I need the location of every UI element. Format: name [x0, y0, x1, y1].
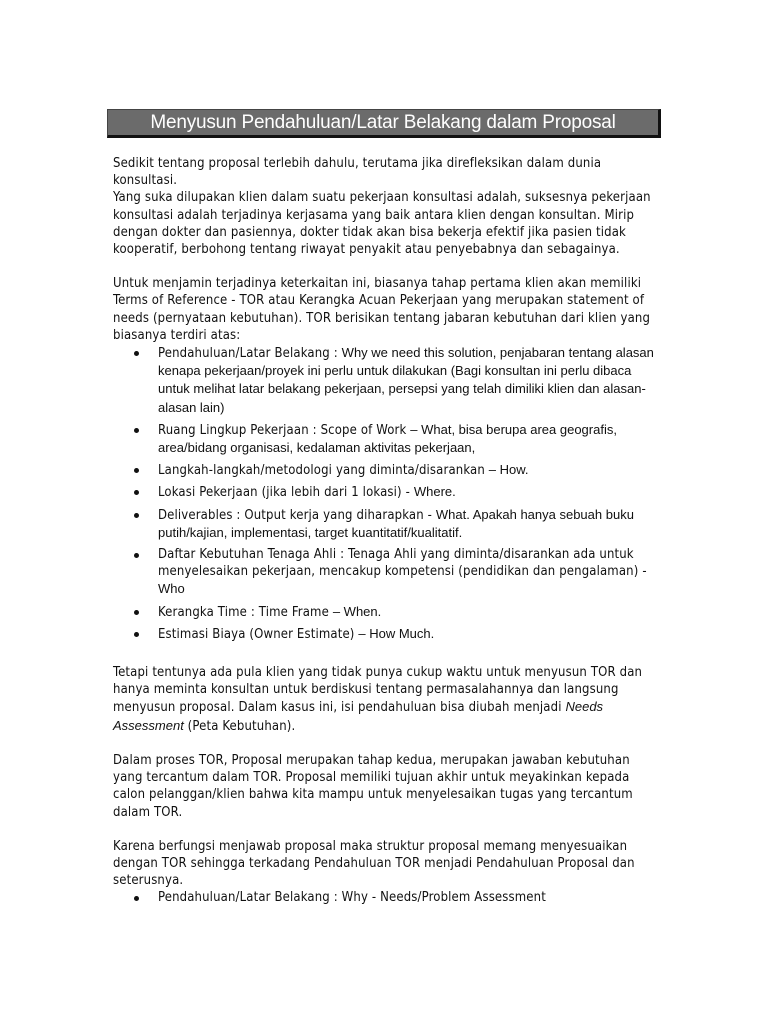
list-item: Ruang Lingkup Pekerjaan : Scope of Work – What, bisa berupa area geografis, area/bidang organisasi, kedalaman aktivitas pekerjaan,	[113, 421, 658, 457]
bullet-icon	[134, 428, 139, 433]
list-item: Estimasi Biaya (Owner Estimate) – How Much.	[113, 625, 658, 643]
bullet-icon	[134, 553, 139, 558]
list-item: Deliverables : Output kerja yang diharapkan - What. Apakah hanya sebuah buku putih/kajian, implementasi, target kuantitatif/kualitatif.	[113, 506, 658, 542]
document-title: Menyusun Pendahuluan/Latar Belakang dalam Proposal	[150, 111, 616, 133]
paragraph-tor: Untuk menjamin terjadinya keterkaitan ini, biasanya tahap pertama klien akan memiliki Terms of Reference - TOR atau Kerangka Acuan Pekerjaan yang merupakan statement of needs (pernyataan kebutuhan). TOR berisikan tentang jabaran kebutuhan dari klien yang biasanya terdiri atas:	[113, 276, 651, 343]
paragraph-needs-assessment: Tetapi tentunya ada pula klien yang tidak punya cukup waktu untuk menyusun TOR dan hanya meminta konsultan untuk berdiskusi tentang permasalahannya dan langsung menyusun proposal. Dalam kasus ini, isi pendahuluan bisa diubah menjadi Needs Assessment (Peta Kebutuhan).	[113, 665, 643, 734]
list-item: Lokasi Pekerjaan (jika lebih dari 1 lokasi) - Where.	[113, 483, 658, 501]
tor-list	[113, 344, 658, 643]
list-item: Kerangka Time : Time Frame – When.	[113, 603, 658, 621]
bullet-icon	[134, 632, 139, 637]
bullet-icon	[134, 896, 139, 901]
list-item: Pendahuluan/Latar Belakang : Why - Needs/Problem Assessment	[113, 889, 658, 906]
list-item: Daftar Kebutuhan Tenaga Ahli : Tenaga Ahli yang diminta/disarankan ada untuk menyelesaikan pekerjaan, mencakup kompetensi (pendidikan dan pengalaman) - Who	[113, 546, 658, 599]
paragraph-intro-1: Sedikit tentang proposal terlebih dahulu, terutama jika direfleksikan dalam dunia konsultasi.	[113, 156, 602, 189]
bullet-icon	[134, 513, 139, 518]
title-banner	[107, 109, 661, 138]
document-body	[113, 155, 658, 911]
proposal-list	[113, 889, 658, 906]
list-item: Langkah-langkah/metodologi yang diminta/disarankan – How.	[113, 461, 658, 479]
bullet-icon	[134, 490, 139, 495]
paragraph-proposal-stage: Dalam proses TOR, Proposal merupakan tahap kedua, merupakan jawaban kebutuhan yang tercantum dalam TOR. Proposal memiliki tujuan akhir untuk meyakinkan kepada calon pelanggan/klien bahwa kita mampu untuk menyelesaikan tugas yang tercantum dalam TOR.	[113, 752, 633, 820]
bullet-icon	[134, 351, 139, 356]
bullet-icon	[134, 468, 139, 473]
paragraph-intro-2: Yang suka dilupakan klien dalam suatu pekerjaan konsultasi adalah, suksesnya pekerjaan konsultasi adalah terjadinya kerjasama yang baik antara klien dengan konsultan. Mirip dengan dokter dan pasiennya, dokter tidak akan bisa bekerja efektif jika pasien tidak kooperatif, berbohong tentang riwayat penyakit atau penyebabnya dan sebagainya.	[113, 190, 651, 258]
list-item: Pendahuluan/Latar Belakang : Why we need this solution, penjabaran tentang alasan kenapa pekerjaan/proyek ini perlu untuk dilakukan (Bagi konsultan ini perlu dibaca untuk melihat latar belakang pekerjaan, persepsi yang telah dimiliki klien dan alasan-alasan lain)	[113, 344, 658, 417]
bullet-icon	[134, 610, 139, 615]
paragraph-structure: Karena berfungsi menjawab proposal maka struktur proposal memang menyesuaikan dengan TOR sehingga terkadang Pendahuluan TOR menjadi Pendahuluan Proposal dan seterusnya.	[113, 838, 635, 889]
